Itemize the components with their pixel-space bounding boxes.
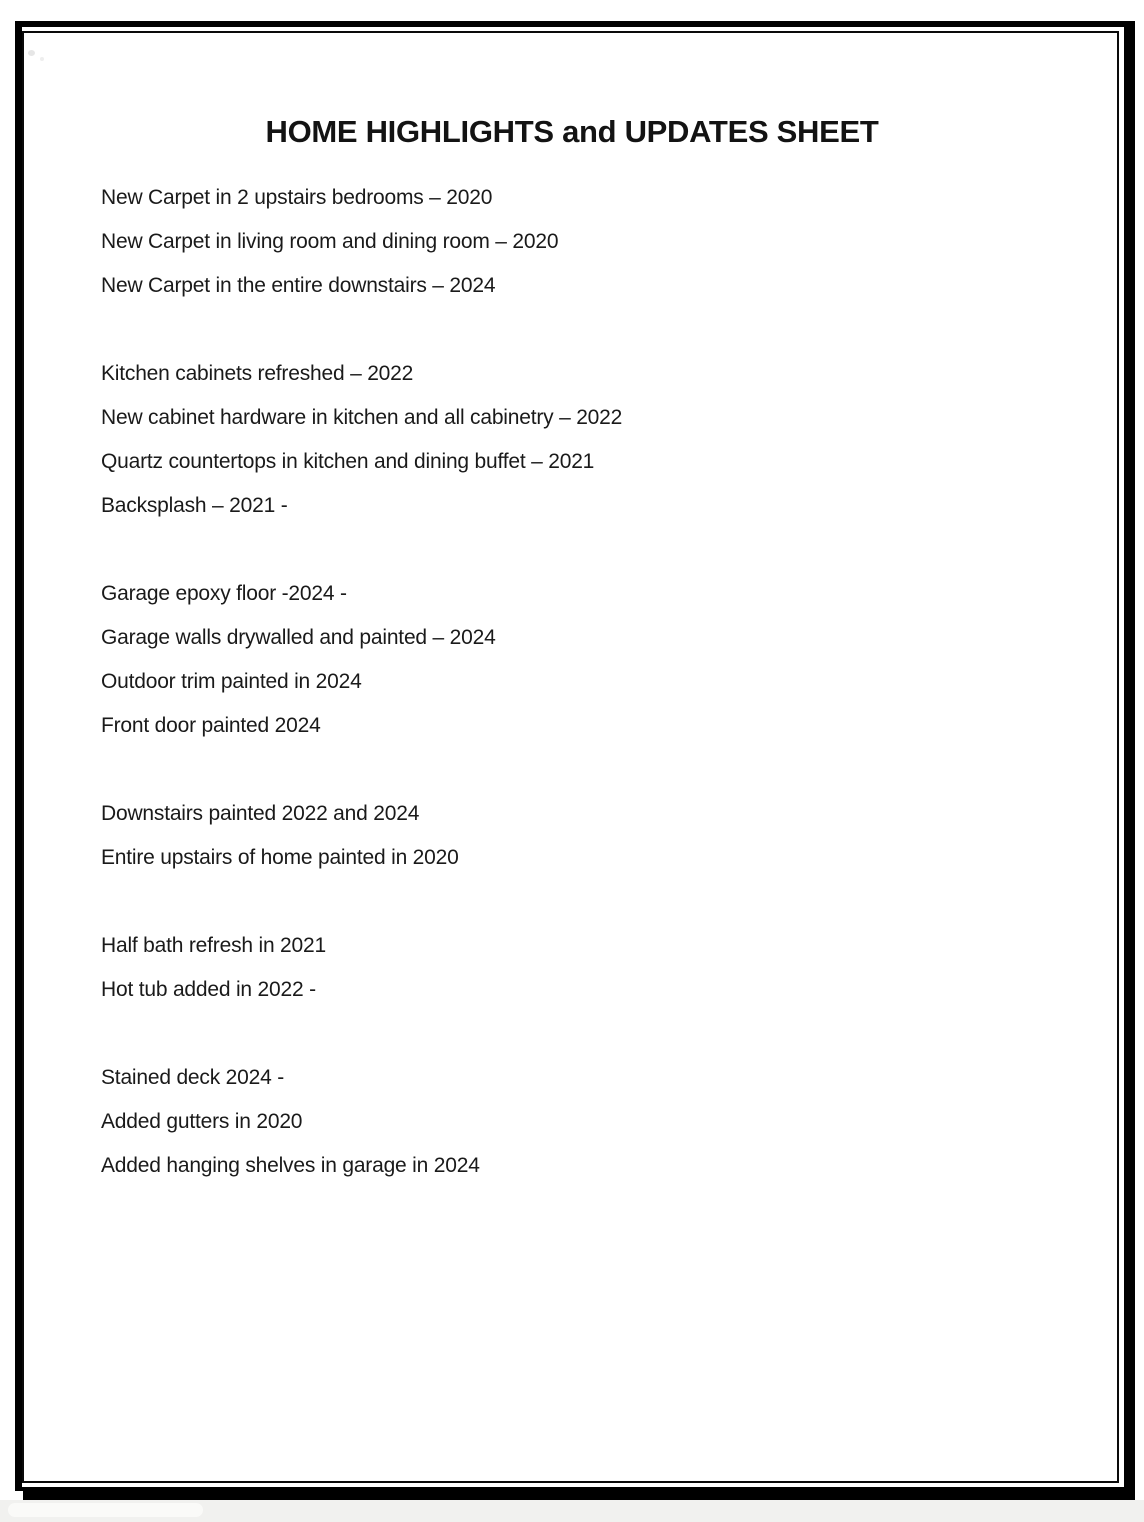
update-line: Added gutters in 2020 [101,1110,303,1133]
update-line: Entire upstairs of home painted in 2020 [101,846,459,869]
update-line: Downstairs painted 2022 and 2024 [101,802,420,825]
update-line: New cabinet hardware in kitchen and all cabinetry – 2022 [101,406,623,429]
update-line: New Carpet in living room and dining room – 2020 [101,230,559,253]
update-line: Quartz countertops in kitchen and dining buffet – 2021 [101,450,595,473]
update-group-bath-hottub [101,924,1081,1012]
updates-list [101,176,1081,1232]
update-line: New Carpet in 2 upstairs bedrooms – 2020 [101,186,493,209]
scan-speck [28,50,35,56]
scan-speck [40,57,44,61]
update-group-kitchen [101,352,1081,528]
update-group-painting [101,792,1081,880]
update-line: Outdoor trim painted in 2024 [101,670,362,693]
page-title: HOME HIGHLIGHTS and UPDATES SHEET [265,114,879,149]
update-line: Backsplash – 2021 - [101,494,288,517]
scan-smudge [8,1503,203,1517]
update-line: Stained deck 2024 - [101,1066,284,1089]
update-line: Garage walls drywalled and painted – 2024 [101,626,496,649]
update-line: Front door painted 2024 [101,714,321,737]
update-line: Hot tub added in 2022 - [101,978,316,1001]
update-group-garage-exterior [101,572,1081,748]
update-line: Garage epoxy floor -2024 - [101,582,347,605]
update-line: Added hanging shelves in garage in 2024 [101,1154,480,1177]
page-border-shadow-notch [15,1491,23,1500]
update-line: Half bath refresh in 2021 [101,934,326,957]
update-line: Kitchen cabinets refreshed – 2022 [101,362,414,385]
update-group-carpet [101,176,1081,308]
update-line: New Carpet in the entire downstairs – 2024 [101,274,496,297]
update-group-deck-gutters [101,1056,1081,1188]
